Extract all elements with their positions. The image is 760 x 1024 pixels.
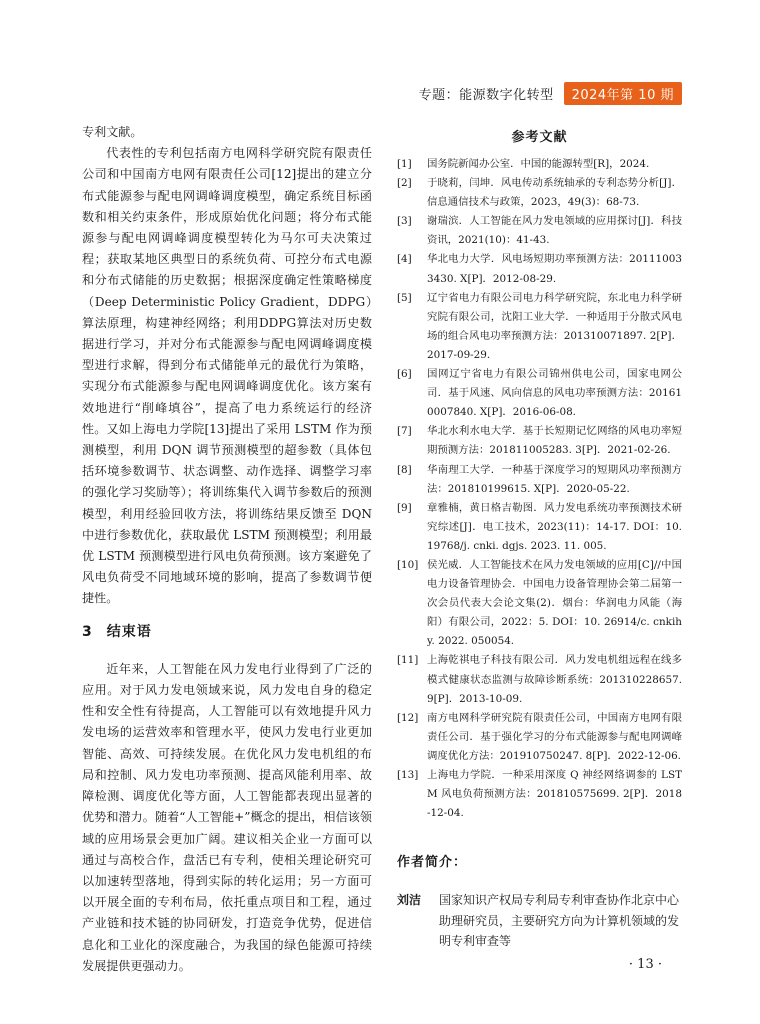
reference-text: 南方电网科学研究院有限责任公司，中国南方电网有限责任公司．基于强化学习的分布式能源参与配电网调峰调度优化方法：201910750247. 8[P]．2022-12-06. — [427, 711, 682, 762]
reference-item — [397, 155, 682, 174]
paragraph-conclusion: 近年来，人工智能在风力发电行业得到了广泛的应用。对于风力发电领域来说，风力发电自身的稳定性和安全性有待提高，人工智能可以有效地提升风力发电场的运营效率和管理水平，使风力发电行业更加智能、高效、可持续发展。在优化风力发电机组的布局和控制、风力发电功率预测、提高风能利用率、故障检测、调度优化等方面，人工智能都表现出显著的优势和潜力。随着“人工智能+”概念的提出，相信该领域的应用场景会更加广阔。建议相关企业一方面可以通过与高校合作，盘活已有专利，使相关理论研究可以加速转型落地，得到实际的转化运用；另一方面可以开展全面的专利布局，依托重点项目和工程，通过产业链和技术链的协同研发，打造竞争优势，促进信息化和工业化的深度融合，为我国的绿色能源可持续发展提供更强动力。 — [82, 661, 372, 973]
page-number: · 13 · — [628, 957, 662, 972]
author-bio: 国家知识产权局专利局专利审查协作北京中心助理研究员，主要研究方向为计算机领域的发明专利审查等 — [439, 893, 680, 949]
reference-number: [3] — [397, 215, 412, 228]
reference-text: 国网辽宁省电力有限公司锦州供电公司，国家电网公司．基于风速、风向信息的风电功率预测方法：201610007840. X[P]．2016-06-08. — [427, 368, 682, 419]
reference-item — [397, 422, 682, 460]
reference-text: 于晓莉，闫坤．风电传动系统轴承的专利态势分析[J]．信息通信技术与政策，2023，49(3)：68-73. — [427, 177, 682, 209]
issue-badge: 2024年第 10 期 — [564, 82, 682, 105]
reference-number: [13] — [397, 769, 419, 781]
reference-text: 侯光威．人工智能技术在风力发电领域的应用[C]//中国电力设备管理协会．中国电力设备管理协会第二届第一次会员代表大会论文集(2)．烟台：华润电力风能（海阳）有限公司，2022：5. DOI：10. 26914/c. cnkihy. 2022. 050054. — [427, 558, 682, 648]
reference-number: [11] — [397, 654, 419, 667]
reference-item — [397, 766, 682, 823]
reference-item — [397, 212, 682, 250]
author-entry — [397, 890, 682, 952]
reference-number: [5] — [397, 291, 412, 304]
header-topic: 专题：能源数字化转型 — [418, 87, 554, 103]
page-header — [419, 82, 682, 104]
reference-text: 华北电力大学．风电场短期功率预测方法：201110033430. X[P]．2012-08-29. — [427, 253, 682, 285]
reference-number: [2] — [397, 177, 412, 190]
reference-number: [1] — [397, 158, 412, 170]
reference-item — [397, 556, 682, 651]
reference-number: [4] — [397, 253, 412, 266]
reference-text: 上海乾祺电子科技有限公司．风力发电机组远程在线多模式健康状态监测与故障诊断系统：201310228657. 9[P]．2013-10-09. — [427, 654, 682, 705]
left-column — [82, 122, 372, 977]
author-section-title: 作者简介： — [397, 855, 468, 871]
reference-text: 谢瑞滨．人工智能在风力发电领域的应用探讨[J]．科技资讯，2021(10)：41-43. — [427, 215, 682, 247]
author-name: 刘洁 — [397, 893, 422, 908]
reference-number: [10] — [397, 558, 419, 571]
reference-item — [397, 461, 682, 499]
reference-item — [397, 174, 682, 212]
reference-item — [397, 709, 682, 766]
reference-text: 华北水利水电大学．基于长短期记忆网络的风电功率短期预测方法：201811005283. 3[P]．2021-02-26. — [427, 425, 682, 457]
reference-item — [397, 651, 682, 708]
right-column — [397, 122, 682, 952]
reference-item — [397, 250, 682, 288]
reference-text: 国务院新闻办公室．中国的能源转型[R]，2024. — [427, 158, 650, 170]
section-heading — [82, 622, 372, 643]
reference-number: [9] — [397, 501, 412, 514]
section-number: 3 — [82, 623, 93, 640]
references-title: 参考文献 — [511, 130, 568, 145]
reference-number: [6] — [397, 368, 412, 381]
reference-number: [8] — [397, 463, 412, 476]
reference-item — [397, 289, 682, 365]
reference-text: 上海电力学院．一种采用深度 Q 神经网络调参的 LSTM 风电负荷预测方法：201810575699. 2[P]．2018-12-04. — [427, 769, 682, 820]
reference-number: [12] — [397, 711, 419, 724]
reference-text: 华南理工大学．一种基于深度学习的短期风功率预测方法：201810199615. X[P]．2020-05-22. — [427, 463, 682, 495]
paragraph-patents: 代表性的专利包括南方电网科学研究院有限责任公司和中国南方电网有限责任公司[12]提出的建立分布式能源参与配电网调峰调度模型，确定系统目标函数和相关约束条件，形成原始优化问题；将分布式能源参与配电网调峰调度模型转化为马尔可夫决策过程；获取某地区典型日的系统负荷、可控分布式电源和分布式储能的历史数据；根据深度确定性策略梯度（Deep Deterministic Policy Gradient，DDPG）算法原理，构建神经网络；利用DDPG算法对历史数据进行学习，并对分布式能源参与配电网调峰调度模型进行求解，得到分布式储能单元的最优行为策略，实现分布式能源参与配电网调峰调度优化。该方案有效地进行“削峰填谷”，提高了电力系统运行的经济性。又如上海电力学院[13]提出了采用 LSTM 作为预测模型，利用 DQN 调节预测模型的超参数（具体包括环境参数调节、状态调整、动作选择、调整学习率的强化学习奖励等）；将训练集代入调节参数后的预测模型，利用经验回收方法，将训练结果反馈至 DQN 中进行参数优化，获取最优 LSTM 预测模型；利用最优 LSTM 预测模型进行风电负荷预测。该方案避免了风电负荷受不同地域环境的影响，提高了参数调节便捷性。 — [82, 146, 372, 606]
reference-text: 辽宁省电力有限公司电力科学研究院，东北电力科学研究院有限公司，沈阳工业大学．一种适用于分散式风电场的组合风电功率预测方法：201310071897. 2[P]．2017-09-29. — [427, 291, 682, 361]
paragraph-continuation: 专利文献。 — [82, 125, 143, 139]
reference-list — [397, 155, 682, 823]
reference-number: [7] — [397, 425, 412, 438]
section-title: 结束语 — [106, 623, 152, 640]
reference-item — [397, 499, 682, 556]
reference-text: 章雅楠，黄日格吉勒图．风力发电系统功率预测技术研究综述[J]．电工技术，2023(11)：14-17. DOI：10. 19768/j. cnki. dgjs. 2023. 11. 005. — [427, 501, 682, 552]
reference-item — [397, 365, 682, 422]
